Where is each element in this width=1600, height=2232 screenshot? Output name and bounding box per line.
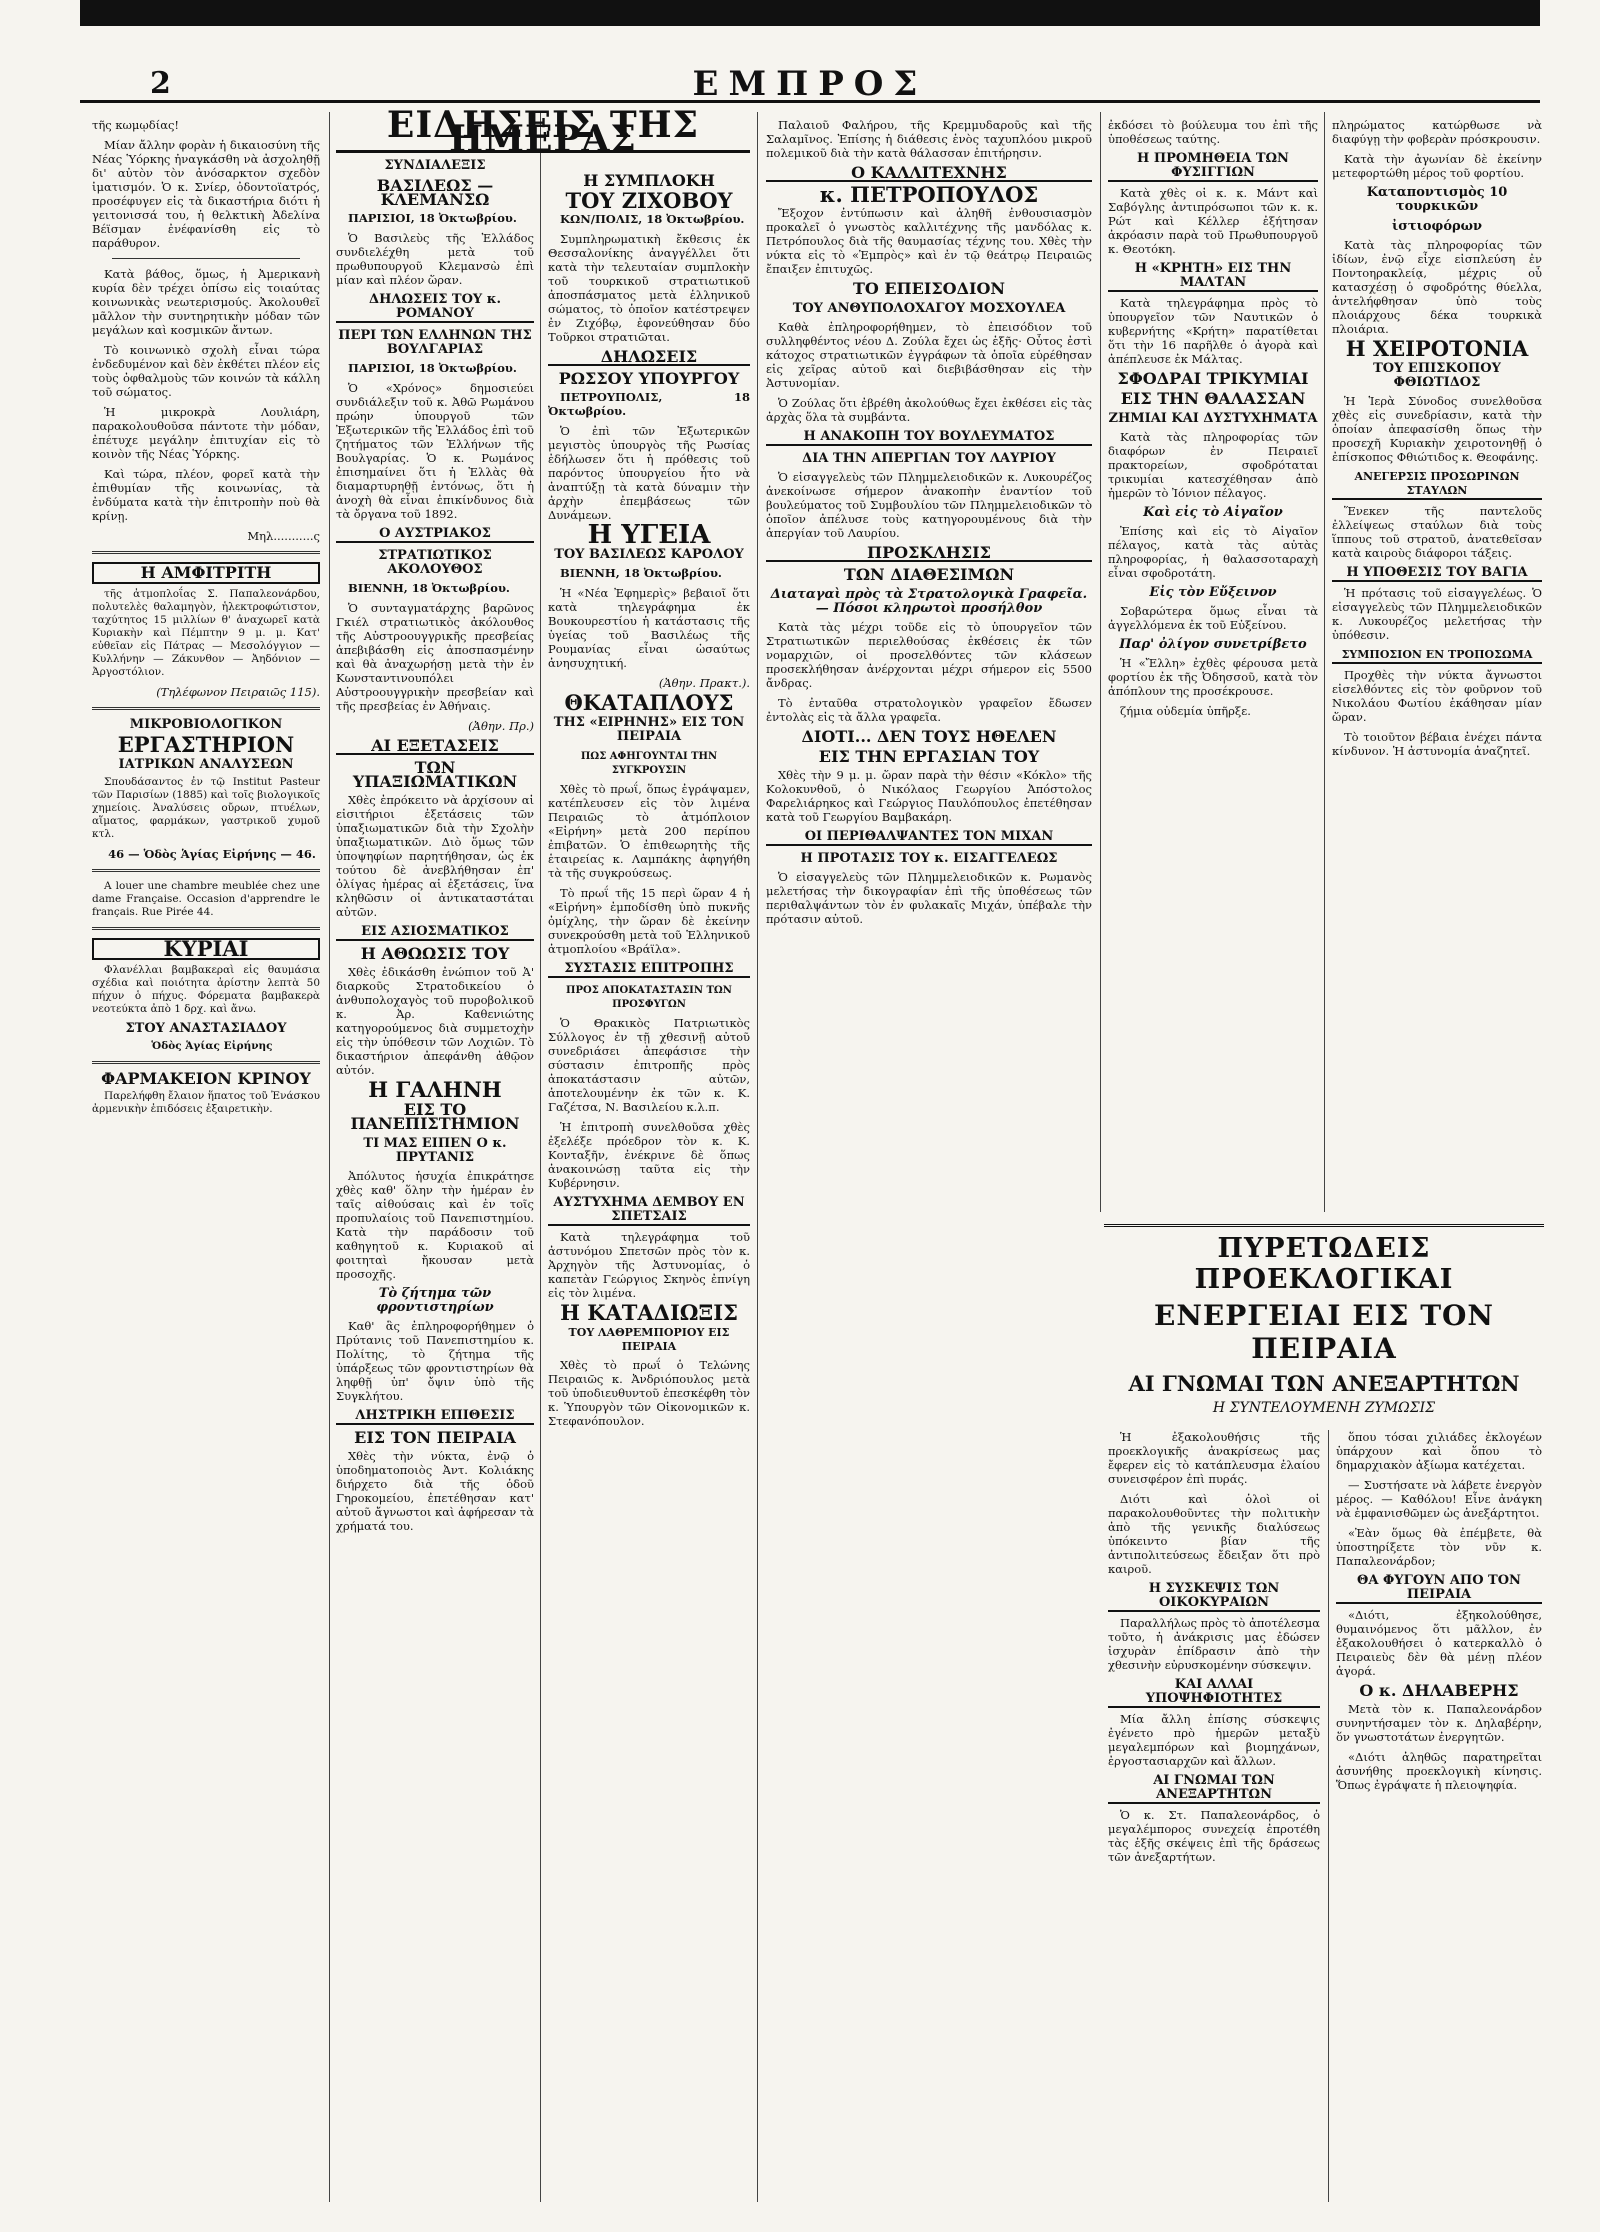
paragraph: — Συστήσατε νὰ λάβετε ἐνεργὸν μέρος. — Καθόλου! Εἶνε ἀνάγκη νὰ ἐμφανισθῶμεν ὡς ἀνεξάρτητοι. <box>1336 1478 1542 1520</box>
subheadline: Τὸ ζήτημα τῶν φροντιστηρίων <box>376 1286 494 1315</box>
paragraph: Ὁ εἰσαγγελεὺς τῶν Πλημμελειοδικῶν κ. Λυκουρέζος ἀνεκοίνωσε σήμερον ἀνακοπὴν ἐναντίον τοῦ βουλεύματος τοῦ Συμβουλίου τῶν Πλημμελειοδικῶν τὸ ὁποῖον ἀπέλυσε τοὺς κατηγορουμένους διὰ τὴν ἀπεργίαν τοῦ Λαυρίου. <box>766 470 1092 540</box>
separator <box>112 258 300 259</box>
headline: ΡΩΣΣΟΥ ΥΠΟΥΡΓΟΥ <box>558 369 740 388</box>
headline: ΔΙΟΤΙ... ΔΕΝ ΤΟΥΣ ΗΘΕΛΕΝ <box>801 727 1057 746</box>
separator <box>92 551 320 554</box>
headline: ΑΝΕΓΕΡΣΙΣ ΠΡΟΣΩΡΙΝΩΝ ΣΤΑΥΛΩΝ <box>1332 470 1542 500</box>
article-title: ΠΥΡΕΤΩΔΕΙΣ ΠΡΟΕΚΛΟΓΙΚΑΙ <box>1194 1233 1454 1295</box>
paragraph: Μία ἄλλη ἐπίσης σύσκεψις ἐγένετο πρὸ ἡμερῶν μεταξὺ μεγαλεμπόρων καὶ βιομηχάνων, ἐργοστασιαρχῶν καὶ ἄλλων. <box>1108 1712 1320 1768</box>
paragraph: Ὁ Θρακικὸς Πατριωτικὸς Σύλλογος ἐν τῇ χθεσινῇ αὐτοῦ συνεδριάσει ἀπεφάσισε τὴν σύστασιν ἐπιτροπῆς πρὸς ἀποκατάστασιν αὐτῶν, ἀποτελουμένην ἐκ τῶν κ. Κ. Γαζέτσα, Ν. Βασιλείου κ.λ.π. <box>548 1016 750 1114</box>
paragraph: Συμπληρωματικὴ ἔκθεσις ἐκ Θεσσαλονίκης ἀναγγέλλει ὅτι κατὰ τὴν τελευταίαν συμπλοκὴν τοῦ τουρκικοῦ στρατιωτικοῦ ἀποσπάσματος μετὰ ἑλληνικοῦ σώματος, τὸ ὁποῖον κατέστρεψεν ἐν Ζιχόβῳ, ἐφονεύθησαν δύο Τοῦρκοι στρατιῶται. <box>548 232 750 344</box>
paragraph: Κατὰ τηλεγράφημα πρὸς τὸ ὑπουργεῖον τῶν Ναυτικῶν ὁ κυβερνήτης «Κρήτη» παρατίθεται ὅτι τὴν 16 παρῆλθε ὁ ἀγορὰ καὶ ἀπέπλευσε ἐκ Μάλτας. <box>1108 296 1318 366</box>
separator <box>92 707 320 710</box>
paragraph: Ὁ εἰσαγγελεὺς τῶν Πλημμελειοδικῶν κ. Ρωμανὸς μελετήσας τὴν δικογραφίαν ἐπὶ τῆς ὑποθέσεως τῶν περιθαλψάντων τὸν ἐν φυλακαῖς Μιχάν, ὑπέβαλε τὴν πρότασιν αὐτοῦ. <box>766 870 1092 926</box>
separator <box>92 927 320 930</box>
subheadline: Διαταγαὶ πρὸς τὰ Στρατολογικὰ Γραφεῖα.— Πόσοι κληρωτοὶ προσήλθον <box>770 587 1088 616</box>
headline: ΕΙΣ ΤΗΝ ΕΡΓΑΣΙΑΝ ΤΟΥ <box>818 747 1040 766</box>
headline: Η ΥΠΟΘΕΣΙΣ ΤΟΥ ΒΑΓΙΑ <box>1332 566 1542 582</box>
headline: ΔΗΛΩΣΕΙΣ ΤΟΥ κ. ΡΟΜΑΝΟΥ <box>336 293 534 323</box>
headline: ΤΩΝ ΔΙΑΘΕΣΙΜΩΝ <box>843 565 1015 584</box>
wide-article-col-2 <box>1336 1430 1542 1798</box>
paragraph: ἐκδόσει τὸ βούλευμα του ἐπὶ τῆς ὑποθέσεως ταύτης. <box>1108 118 1318 146</box>
paragraph: Κατὰ τὴν ἀγωνίαν δὲ ἐκείνην μετεφορτώθη μέρος τοῦ φορτίου. <box>1332 152 1542 180</box>
ad-heading: ΕΡΓΑΣΤΗΡΙΟΝ <box>117 732 295 757</box>
paragraph: Ὁ Ζούλας ὅτι ἐβρέθη ἀκολούθως ἔχει ἐκθέσει εἰς τὰς ἀρχὰς ὅλα τὰ συμβάντα. <box>766 396 1092 424</box>
paragraph: Ἡ «Νέα Ἐφημερὶς» βεβαιοῖ ὅτι κατὰ τηλεγράφημα ἐκ Βουκουρεστίου ἡ κατάστασις τῆς ὑγείας τοῦ Βασιλέως τῆς Ρουμανίας εἶναι ὡσαύτως ἀνησυχητική. <box>548 586 750 670</box>
column-6 <box>1332 118 1542 764</box>
column-rule <box>1100 112 1101 1212</box>
headline: ΣΤΡΑΤΙΩΤΙΚΟΣ ΑΚΟΛΟΥΘΟΣ <box>378 548 492 577</box>
ad-heading: ΙΑΤΡΙΚΩΝ ΑΝΑΛΥΣΕΩΝ <box>118 757 294 772</box>
headline: ΤΟΥ ΑΝΘΥΠΟΛΟΧΑΓΟΥ ΜΟΣΧΟΥΛΕΑ <box>792 301 1066 316</box>
ad-text: Παρελήφθη ἔλαιον ἥπατος τοῦ Ἐνάσκου ἀρμενικὴν ἐπιδόσεις ἐξαιρετικὴν. <box>92 1090 320 1115</box>
headline: ΑΙ ΕΞΕΤΑΣΕΙΣ <box>336 739 534 755</box>
headline: ΣΥΜΠΟΣΙΟΝ ΕΝ ΤΡΟΠΟΣΩΜΑ <box>1332 648 1542 664</box>
column-4 <box>766 118 1092 932</box>
headline: ΤΟΥ ΖΙΧΟΒΟΥ <box>565 188 733 213</box>
headline: Η ΠΡΟΜΗΘΕΙΑ ΤΩΝ ΦΥΣΙΓΓΙΩΝ <box>1108 152 1318 182</box>
separator <box>92 869 320 872</box>
paragraph: Παραλλήλως πρὸς τὸ ἀποτέλεσμα τοῦτο, ἡ ἀνάκρισις μας ἐδώσεν ἰσχυρὰν ἐπίδρασιν ἀπὸ τὴν χθεσινὴν εὐρυσκομένην σύσκεψιν. <box>1108 1616 1320 1672</box>
paragraph: Χθὲς τὴν νύκτα, ἐνῷ ὁ ὑποδηματοποιὸς Ἀντ. Κολιάκης διήρχετο διὰ τῆς ὁδοῦ Γηροκομείου, ἐπετέθησαν κατ' αὐτοῦ ἄγνωστοι καὶ ἀφήρεσαν τὰ χρήματά του. <box>336 1449 534 1533</box>
headline: ΛΗΣΤΡΙΚΗ ΕΠΙΘΕΣΙΣ <box>336 1409 534 1425</box>
headline: Ο ΚΑΛΛΙΤΕΧΝΗΣ <box>766 166 1092 182</box>
paragraph: Τὸ κοινωνικὸ σχολὴ εἶναι τώρα ἐνδεδυμένον καὶ δὲν ἐκθέτει πλέον εἰς τοὺς ὀφθαλμοὺς τῶν κοινών τὰ κάλλη τοῦ σώματος. <box>92 343 320 399</box>
paragraph: Χθὲς ἐπρόκειτο νὰ ἀρχίσουν αἱ εἰσιτήριοι ἐξετάσεις τῶν ὑπαξιωματικῶν διὰ τὴν Σχολὴν ὑπαξιωματικῶν. Διὸ ὅμως τῶν ὑποψηφίων παρητήθησαν, ὡς ἐκ τούτου δὲ ἀνεβλήθησαν ἐπ' ὀλίγας ἡμέρας αἱ ἐξετάσεις, ἵνα κληθῶσιν οἱ ἀντικαταστάται αὐτῶν. <box>336 793 534 919</box>
ad-text: A louer une chambre meublée chez une dame Française. Occasion d'apprendre le français. Rue Pirée 44. <box>92 880 320 918</box>
paragraph: Καθ' ἃς ἐπληροφορήθημεν ὁ Πρύτανις τοῦ Πανεπιστημίου κ. Πολίτης, τὸ ζήτημα τῆς ὑπάρξεως τῶν φροντιστηρίων θὰ ληφθῇ ὑπ' ὄψιν ὑπὸ τῆς Συγκλήτου. <box>336 1319 534 1403</box>
paragraph: Κατὰ τὰς πληροφορίας τῶν ἰδίων, ἐνῷ εἶχε εἰσπλεύση ἐν Ποντοηρακλείᾳ, μέχρις οὗ κατασχέσῃ ὁ σφοδρότης θύελλα, ἀντελήφθησαν ὑπὸ τοὺς πλοιάρχους δέκα τουρκικὰ πλοιάρια. <box>1332 238 1542 336</box>
headline: ΟΙ ΠΕΡΙΘΑΛΨΑΝΤΕΣ ΤΟΝ ΜΙΧΑΝ <box>766 830 1092 846</box>
wide-article-col-1 <box>1108 1430 1320 1870</box>
paragraph: Κατὰ τηλεγράφημα τοῦ ἀστυνόμου Σπετσῶν πρὸς τὸν κ. Ἀρχηγὸν τῆς Ἀστυνομίας, ὁ καπετὰν Γεώργιος Σκηνὸς ἐπνίγη εἰς τὸν λιμένα. <box>548 1230 750 1300</box>
headline: ΕΙΣ ΑΣΙΟΣΜΑΤΙΚΟΣ <box>336 925 534 941</box>
paragraph: Καθὰ ἐπληροφορήθημεν, τὸ ἐπεισόδιον τοῦ συλληφθέντος νέου Δ. Ζούλα ἔχει ὡς ἑξῆς· Οὗτος ἐστὶ κάτοχος στρατιωτικῶν ἐγγράφων τὰ ὁποῖα εὑρέθησαν εἰς χεῖρας αὐτοῦ καὶ διεβιβάσθησαν εἰς τὴν Ἀστυνομίαν. <box>766 320 1092 390</box>
column-rule <box>757 112 758 2202</box>
column-3 <box>548 168 750 1434</box>
paragraph: Ἡ μικροκρὰ Λουλιάρη, παρακολουθοῦσα πάντοτε τὴν μόδαν, ἐπέτυχε μεγάλην ἐπιτυχίαν εἰς τὸ κοινὸν τῆς Νέας Ὑόρκης. <box>92 405 320 461</box>
dateline: ΚΩΝ/ΠΟΛΙΣ, 18 Ὀκτωβρίου. <box>560 212 745 226</box>
ad-address: Ὁδὸς Ἁγίας Εἰρήνης <box>151 1040 273 1052</box>
page-number: 2 <box>150 66 171 101</box>
paragraph: Καὶ τώρα, πλέον, φορεῖ κατὰ τὴν ἐπιθυμίαν τῆς κοινωνίας, τὰ ἐνδύματα κατὰ τὴν ἐπιτροπὴν ποὺ θὰ κρίνῃ. <box>92 467 320 523</box>
ad-text: τῆς ἀτμοπλοΐας Σ. Παπαλεονάρδου, πολυτελὲς θαλαμηγὸν, ἡλεκτροφώτιστον, ταχύτητος 15 μιλλίων θ' ἀναχωρεῖ κατὰ Κυριακὴν καὶ Πέμπτην 9 μ. μ. Κατ' εὐθεῖαν εἰς Πάτρας — Μεσολόγγιον — Κυλλήνην — Ζάκυνθον — Ἀηδόνιον — Ἀργοστόλιον. <box>92 588 320 678</box>
headline: ΤΗΣ «ΕΙΡΗΝΗΣ» ΕΙΣ ΤΟΝ ΠΕΙΡΑΙΑ <box>553 715 745 744</box>
headline: Η ΣΥΜΠΛΟΚΗ <box>583 171 715 190</box>
subheadline: Καὶ εἰς τὸ Αἰγαῖον <box>1143 505 1283 520</box>
paragraph: Διότι καὶ ὁλοὶ οἱ παρακολουθοῦντες τὴν πολιτικὴν ἀπὸ τῆς γενικῆς διαλύσεως ὑπόκειντο βίαν τῆς ἀντιπολιτεύσεως ἔδειξαν ὅτι πρὸ καιροῦ. <box>1108 1492 1320 1576</box>
paragraph: ὅπου τόσαι χιλιάδες ἐκλογέων ὑπάρχουν καὶ ὅπου τὸ δημαρχιακὸν ἀξίωμα κατέχεται. <box>1336 1430 1542 1472</box>
ad-text: Σπουδάσαντος ἐν τῷ Institut Pasteur τῶν Παρισίων (1885) καὶ τοῖς βιολογικοῖς χημείοις. Ἀναλύσεις οὔρων, πτυέλων, αἵματος, φαρμάκων, γαστρικοῦ χυμοῦ κτλ. <box>92 776 320 840</box>
headline: κ. ΠΕΤΡΟΠΟΥΛΟΣ <box>819 182 1039 207</box>
subheadline: Εἰς τὸν Εὔξεινον <box>1149 585 1277 600</box>
paragraph: Μετὰ τὸν κ. Παπαλεονάρδον συνηντήσαμεν τὸν κ. Δηλαβέρην, ὅν γνωστοτάτων ἐνεργητῶν. <box>1336 1702 1542 1744</box>
ad-heading: ΚΥΡΙΑΙ <box>92 938 320 960</box>
paragraph: Σοβαρώτερα ὅμως εἶναι τὰ ἀγγελλόμενα ἐκ τοῦ Εὐξείνου. <box>1108 604 1318 632</box>
paragraph: Ὁ κ. Στ. Παπαλεονάρδος, ὁ μεγαλέμπορος συνεχείᾳ ἐπροτέθη τὰς ἑξῆς σκέψεις ἐπὶ τῆς δράσεως τῶν ἀνεξαρτήτων. <box>1108 1808 1320 1864</box>
paragraph: Χθὲς τὸ πρωΐ ὁ Τελώνης Πειραιῶς κ. Ἀνδριόπουλος μετὰ τοῦ ὑποδιευθυντοῦ ἐπεσκέφθη τὸν κ. Ὑπουργὸν τῶν Οἰκονομικῶν κ. Στεφανόπουλον. <box>548 1358 750 1428</box>
ad-address: 46 — Ὁδὸς Ἁγίας Εἰρήνης — 46. <box>108 847 316 861</box>
separator <box>92 1061 320 1064</box>
paragraph: Χθὲς ἐδικάσθη ἐνώπιον τοῦ Ἀ' διαρκοῦς Στρατοδικείου ὁ ἀνθυπολοχαγὸς τοῦ πυροβολικοῦ κ. Ἀρ. Καθενιώτης κατηγορούμενος διὰ συμμετοχὴν εἰς τὴν ὑπόθεσιν τῶν Λοχιῶν. Τὸ δικαστήριον ἀπεφάνθη ἀθῷον αὐτόν. <box>336 965 534 1077</box>
paragraph: «Ἐὰν ὅμως θὰ ἐπέμβετε, θὰ ὑποστηρίξετε τὸν νῦν κ. Παπαλεονάρδον; <box>1336 1526 1542 1568</box>
subheadline: ΠΩΣ ΑΦΗΓΟΥΝΤΑΙ ΤΗΝ ΣΥΓΚΡΟΥΣΙΝ <box>580 751 718 776</box>
headline: ΤΙ ΜΑΣ ΕΙΠΕΝ Ο κ. ΠΡΥΤΑΝΙΣ <box>363 1136 507 1165</box>
paragraph: Ἔξοχον ἐντύπωσιν καὶ ἀληθῆ ἐνθουσιασμὸν προκαλεῖ ὁ γνωστὸς καλλιτέχνης τῆς μανδόλας κ. Πετρόπουλος διὰ τῆς θαυμασίας τέχνης του. Χθὲς τὴν νύκτα εἰς τὸ «Ἐμπρὸς» καὶ ἐν τῷ θεάτρῳ Πειραιῶς ἔπαιξεν ἐπιτυχῶς. <box>766 206 1092 276</box>
paragraph: Τὸ ἐνταῦθα στρατολογικὸν γραφεῖον ἔδωσεν ἐντολὰς εἰς τὰ ἄλλα γραφεῖα. <box>766 696 1092 724</box>
headline: Η ΣΥΣΚΕΨΙΣ ΤΩΝ ΟΙΚΟΚΥΡΑΙΩΝ <box>1108 1582 1320 1612</box>
headline: ΠΡΟΣ ΑΠΟΚΑΤΑΣΤΑΣΙΝ ΤΩΝ ΠΡΟΣΦΥΓΩΝ <box>566 985 732 1010</box>
paragraph: Χθὲς τὸ πρωΐ, ὅπως ἐγράψαμεν, κατέπλευσεν εἰς τὸν λιμένα Πειραιῶς τὸ ἀτμόπλοιον «Εἰρήνη» μετὰ 200 περίπου ἐπιβατῶν. Ὁ ἐπιθεωρητὴς τῆς ἑταιρείας κ. Λαμπάκης ἀφηγήθη τὰ τῆς συγκρούσεως. <box>548 782 750 880</box>
headline: ΤΟΥ ΒΑΣΙΛΕΩΣ ΚΑΡΟΛΟΥ <box>554 547 744 562</box>
paragraph: Τὸ πρωΐ τῆς 15 περὶ ὥραν 4 ἡ «Εἰρήνη» ἐμποδίσθη ὑπὸ πυκνῆς ὀμίχλης, τὴν ὥραν δὲ ἐκείνην συνεκρούσθη μετὰ τοῦ Ἑλληνικοῦ ἀτμοπλοίου «Βράϊλα». <box>548 886 750 956</box>
headline: ΒΑΣΙΛΕΩΣ — ΚΛΕΜΑΝΣΩ <box>376 176 494 209</box>
headline: ΤΟΥ ΕΠΙΣΚΟΠΟΥ ΦΘΙΩΤΙΔΟΣ <box>1373 361 1501 390</box>
headline: Καταποντισμὸς 10 τουρκικῶν <box>1366 185 1508 214</box>
dateline: ΒΙΕΝΝΗ, 18 Ὀκτωβρίου. <box>348 581 510 595</box>
headline: Η ΚΑΤΑΔΙΩΞΙΣ <box>560 1300 738 1325</box>
wide-article-header <box>1104 1224 1544 1416</box>
headline: ΕΙΣ ΤΗΝ ΘΑΛΑΣΣΑΝ <box>1120 389 1306 408</box>
article-subtitle: Η ΣΥΝΤΕΛΟΥΜΕΝΗ ΖΥΜΩΣΙΣ <box>1212 1400 1436 1416</box>
paragraph: ζήμια οὐδεμία ὑπῆρξε. <box>1120 704 1251 718</box>
ad-source: (Τηλέφωνον Πειραιῶς 115). <box>156 685 320 699</box>
article-title: ΕΝΕΡΓΕΙΑΙ ΕΙΣ ΤΟΝ ΠΕΙΡΑΙΑ <box>1153 1299 1495 1365</box>
headline: ΘΑ ΦΥΓΟΥΝ ΑΠΟ ΤΟΝ ΠΕΙΡΑΙΑ <box>1336 1574 1542 1604</box>
paragraph: Κατὰ χθὲς οἱ κ. κ. Μάντ καὶ Σαβόγλης ἀντιπρόσωποι τῶν κ. κ. Ρώτ καὶ Κέλλερ ἐξήτησαν ἀκρόασιν παρὰ τοῦ Πρωθυπουργοῦ κ. Θεοτόκη. <box>1108 186 1318 256</box>
signature: Μηλ...........ς <box>247 529 320 543</box>
paragraph: Μίαν ἄλλην φορὰν ἡ δικαιοσύνη τῆς Νέας Ὑόρκης ἠναγκάσθη νὰ ἀσχοληθῇ δι' αὐτὸν τὸν ἀνόσαρκτον σχεδὸν ἰματισμόν. Ὁ κ. Σνίερ, ὀδοντοϊατρός, προσέφυγεν εἰς τὰ δικαστήρια διότι ἡ γειτονισσά του, ἡ θελκτικὴ Ἀδελίνα Βέϊσμαν ἐνέφανίσθη εἰς τὸ παράθυρον. <box>92 138 320 250</box>
headline: ἰστιοφόρων <box>1391 219 1483 234</box>
column-rule <box>1324 112 1325 1212</box>
headline: ΘΚΑΤΑΠΛΟΥΣ <box>564 690 734 715</box>
paragraph: Ἡ Ἱερὰ Σύνοδος συνελθοῦσα χθὲς εἰς συνεδρίασιν, κατὰ τὴν ὁποίαν ἀπεφασίσθη ὅπως τὴν προσεχῆ Κυριακὴν χειροτονηθῇ ὁ ἐπίσκοπος Φθιώτιδος κ. Θεοφάνης. <box>1332 394 1542 464</box>
dateline: ΠΑΡΙΣΙΟΙ, 18 Ὀκτωβρίου. <box>348 211 517 225</box>
headline: ΔΙΑ ΤΗΝ ΑΠΕΡΓΙΑΝ ΤΟΥ ΛΑΥΡΙΟΥ <box>802 451 1056 466</box>
source: (Ἀθην. Πρ.) <box>468 719 534 733</box>
headline: ΠΕΡΙ ΤΩΝ ΕΛΛΗΝΩΝ ΤΗΣ ΒΟΥΛΓΑΡΙΑΣ <box>338 328 532 357</box>
headline: Η ΥΓΕΙΑ <box>587 520 711 550</box>
column-rule <box>329 112 330 2202</box>
masthead <box>80 64 1540 103</box>
headline: ΤΟ ΕΠΕΙΣΟΔΙΟΝ <box>852 279 1006 298</box>
headline: ΚΑΙ ΑΛΛΑΙ ΥΠΟΨΗΦΙΟΤΗΤΕΣ <box>1108 1678 1320 1708</box>
column-1 <box>92 118 320 1122</box>
headline: ΑΙ ΓΝΩΜΑΙ ΤΩΝ ΑΝΕΞΑΡΤΗΤΩΝ <box>1108 1774 1320 1804</box>
headline: ΣΥΝΔΙΑΛΕΞΙΣ <box>384 158 486 173</box>
paragraph: Κατὰ βάθος, ὅμως, ἡ Ἀμερικανὴ κυρία δὲν τρέχει ὀπίσω εἰς τοιαύτας κοινωνικὰς νεωτερισμούς. Ἀκολουθεῖ μᾶλλον τὴν συντηρητικὴν μόδαν τῶν μεγάλων καὶ κοσμικῶν ἄντων. <box>92 267 320 337</box>
headline: ΣΦΟΔΡΑΙ ΤΡΙΚΥΜΙΑΙ <box>1117 369 1309 388</box>
paragraph: Κατὰ τὰς μέχρι τοῦδε εἰς τὸ ὑπουργεῖον τῶν Στρατιωτικῶν περιελθούσας ἐκθέσεις ἐκ τῶν νομαρχιῶν, οἱ προσελθόντες τῶν κλάσεων προσεκλήθησαν ἀνέρχονται μέχρι σήμερον εἰς 5500 ἄνδρας. <box>766 620 1092 690</box>
headline: Η «ΚΡΗΤΗ» ΕΙΣ ΤΗΝ ΜΑΛΤΑΝ <box>1108 262 1318 292</box>
ad-heading: ΣΤΟΥ ΑΝΑΣΤΑΣΙΑΔΟΥ <box>125 1021 287 1036</box>
paragraph: Ἡ «Ἔλλη» ἐχθὲς φέρουσα μετὰ φορτίου ἐκ τῆς Ὀδησσοῦ, κατὰ τὸν ἀπόπλουν της προσέκρουσε. <box>1108 656 1318 698</box>
headline: ΠΡΟΣΚΛΗΣΙΣ <box>766 546 1092 562</box>
paragraph: Ἕνεκεν τῆς παντελοῦς ἐλλείψεως σταύλων διὰ τοὺς ἵππους τοῦ στρατοῦ, ἀνατεθεῖσαν κατὰ καιροὺς διάφοροι τάξεις. <box>1332 504 1542 560</box>
top-black-bar <box>80 0 1540 26</box>
paragraph: Τὸ τοιοῦτον βέβαια ἐνέχει πάντα κίνδυνον. Ἡ ἀστυνομία ἀναζητεῖ. <box>1332 730 1542 758</box>
column-rule <box>1328 1430 1329 2202</box>
paragraph: Ἡ πρότασις τοῦ εἰσαγγελέως. Ὁ εἰσαγγελεὺς τῶν Πλημμελειοδικῶν κ. Λυκουρέζος μελετήσας τὴν ὑπόθεσιν. <box>1332 586 1542 642</box>
paragraph: Ὁ Βασιλεὺς τῆς Ἑλλάδος συνδιελέχθη μετὰ τοῦ πρωθυπουργοῦ Κλεμανσὼ ἐπὶ μίαν καὶ πλέον ὥραν. <box>336 231 534 287</box>
ad-heading: Η ΑΜΦΙΤΡΙΤΗ <box>92 562 320 584</box>
article-subtitle: ΑΙ ΓΝΩΜΑΙ ΤΩΝ ΑΝΕΞΑΡΤΗΤΩΝ <box>1128 1371 1520 1396</box>
headline: ΔΗΛΩΣΕΙΣ <box>548 350 750 366</box>
paragraph: Ὁ ἐπὶ τῶν Ἐξωτερικῶν μεγιστὸς ὑπουργὸς τῆς Ρωσίας ἐδήλωσεν ὅτι ἡ πρόθεσις τοῦ παρόντος ὑπουργείου ἦτο νὰ ἀναπτύξῃ τὰ κατὰ δύναμιν τὴν ἀρχὴν ἐπεμβάσεως τῶν Δυνάμεων. <box>548 424 750 522</box>
headline: Ο ΑΥΣΤΡΙΑΚΟΣ <box>336 527 534 543</box>
paragraph: «Διότι, ἐξηκολούθησε, θυμαινόμενος ὅτι μᾶλλον, ἐν ἐξακολουθήσει ὁ κατερκαλλὸ ὁ Πειραιεὺς δὲν θὰ μένῃ πλέον ἀγορά. <box>1336 1608 1542 1678</box>
ad-heading: ΦΑΡΜΑΚΕΙΟΝ ΚΡΙΝΟΥ <box>101 1069 311 1088</box>
paragraph: Ὁ συνταγματάρχης βαρῶνος Γκιέλ στρατιωτικὸς ἀκόλουθος τῆς Αὐστροουγγρικῆς πρεσβείας ἀπεβιβάσθη εἰς ἀποσπασμένην καὶ θὰ ἀναχωρήσῃ μετὰ τὴν ἐν Κωνσταντινουπόλει Αὐστροουγγρικὴν πρεσβείαν καὶ τῆς πρεσβείας ἐν Ἀθήναις. <box>336 601 534 713</box>
paper-title: ΕΜΠΡΟΣ <box>692 64 928 104</box>
paragraph: Χθὲς τὴν 9 μ. μ. ὥραν παρὰ τὴν θέσιν «Κόκλο» τῆς Κολοκυνθοῦ, ὁ Νικόλαος Γεωργίου Ἀπόστολος Φαρελιάρηκος καὶ Γεώργιος Παυλόπουλος ἐπετέθησαν κατὰ τοῦ Γεωργίου Βαμβακάρη. <box>766 768 1092 824</box>
headline: ΕΙΣ ΤΟΝ ΠΕΙΡΑΙΑ <box>354 1428 516 1447</box>
headline: Ο κ. ΔΗΛΑΒΕΡΗΣ <box>1359 1681 1519 1700</box>
headline: ΤΟΥ ΛΑΘΡΕΜΠΟΡΙΟΥ ΕΙΣ ΠΕΙΡΑΙΑ <box>568 1326 730 1353</box>
paragraph: Κατὰ τὰς πληροφορίας τῶν διαφόρων ἐν Πειραιεῖ πρακτορείων, σφοδρόταται τρικυμίαι κατεσχέθησαν ἀπὸ ἡμερῶν τὸ Ἰόνιον πέλαγος. <box>1108 430 1318 500</box>
paragraph: Ἀπόλυτος ἡσυχία ἐπικράτησε χθὲς καθ' ὅλην τὴν ἡμέραν ἐν ταῖς αἰθούσαις καὶ ἐν τοῖς προπυλαίοις τοῦ Πανεπιστημίου. Κατὰ τὴν παράδοσιν τοῦ καθηγητοῦ κ. Κυριακοῦ αἱ φοιτηταὶ ἤκουσαν μετὰ προσοχῆς. <box>336 1169 534 1281</box>
headline: ΑΥΣΤΥΧΗΜΑ ΔΕΜΒΟΥ ΕΝ ΣΠΕΤΣΑΙΣ <box>548 1196 750 1226</box>
text: τῆς κωμῳδίας! <box>92 118 180 132</box>
paragraph: Ἡ ἐπιτροπὴ συνελθοῦσα χθὲς ἐξελέξε πρόεδρον τὸν κ. Κ. Κονταξῆν, ἐνέκρινε δὲ ὅπως ἀνακοινώσῃ ταῦτα εἰς τὴν Κυβέρνησιν. <box>548 1120 750 1190</box>
section-banner: ΕΙΔΗΣΕΙΣ ΤΗΣ ΗΜΕΡΑΣ <box>336 118 750 153</box>
headline: ΖΗΜΙΑΙ ΚΑΙ ΔΥΣΤΥΧΗΜΑΤΑ <box>1108 411 1318 426</box>
headline: Η ΧΕΙΡΟΤΟΝΙΑ <box>1345 336 1529 361</box>
source: (Ἀθην. Πρακτ.). <box>658 676 750 690</box>
paragraph: Ἐπίσης καὶ εἰς τὸ Αἰγαῖον πέλαγος, κατὰ τὰς αὐτὰς πληροφορίας, ἡ θαλασσοταραχὴ εἶναι σφοδροτάτη. <box>1108 524 1318 580</box>
paragraph: Ἡ ἐξακολουθήσις τῆς προεκλογικῆς ἀνακρίσεως μας ἔφερεν εἰς τὸ κατάπλευσμα ἐλαίου συνεισφέρον ἐπὶ πυράς. <box>1108 1430 1320 1486</box>
paragraph: Προχθὲς τὴν νύκτα ἄγνωστοι εἰσελθόντες εἰς τὸν φοῦρνον τοῦ Νικολάου Φωτίου ἐκάθησαν μίαν ὥραν. <box>1332 668 1542 724</box>
headline: ΕΙΣ ΤΟ ΠΑΝΕΠΙΣΤΗΜΙΟΝ <box>350 1100 520 1133</box>
headline: ΤΩΝ ΥΠΑΞΙΩΜΑΤΙΚΩΝ <box>352 758 518 791</box>
headline: Η ΑΝΑΚΟΠΗ ΤΟΥ ΒΟΥΛΕΥΜΑΤΟΣ <box>766 430 1092 446</box>
dateline: ΒΙΕΝΝΗ, 18 Ὀκτωβρίου. <box>560 566 722 580</box>
headline: ΣΥΣΤΑΣΙΣ ΕΠΙΤΡΟΠΗΣ <box>548 962 750 978</box>
column-rule <box>540 112 541 2202</box>
paragraph: Ὁ «Χρόνος» δημοσιεύει συνδιάλεξιν τοῦ κ. Ἀθῶ Ρωμάνου πρώην ὑπουργοῦ τῶν Ἐξωτερικῶν τῆς Ἑλλάδος ἐπὶ τοῦ ζητήματος τῶν Ἑλλήνων τῆς Βουλγαρίας. Ὁ κ. Ρωμάνος ἐπισημαίνει ὅτι ἡ Ἑλλὰς θὰ διαμαρτυρηθῇ ἐντόνως, ὅτι ἡ ἀνοχὴ θὰ εἶναι ἐπικίνδυνος διὰ τὰ ὄργανα τοῦ 1892. <box>336 381 534 521</box>
headline: Η ΑΘΩΩΣΙΣ ΤΟΥ <box>360 944 510 963</box>
headline: Η ΠΡΟΤΑΣΙΣ ΤΟΥ κ. ΕΙΣΑΓΓΕΛΕΩΣ <box>800 851 1058 866</box>
dateline: ΠΕΤΡΟΥΠΟΛΙΣ, 18 Ὀκτωβρίου. <box>548 390 750 418</box>
ad-heading: ΜΙΚΡΟΒΙΟΛΟΓΙΚΟΝ <box>129 717 283 732</box>
ad-text: Φλανέλλαι βαμβακεραὶ εἰς θαυμάσια σχέδια καὶ ποιότητα ἀρίστην λεπτὰ 50 πήχυν ὁ πήχυς. Φόρεματα βαμβακερὰ νεοτεύκτα ἀπὸ 1 δρχ. καὶ ἄνω. <box>92 964 320 1015</box>
column-5 <box>1108 118 1318 724</box>
subheadline: Παρ' ὀλίγον συνετρίβετο <box>1119 637 1307 652</box>
paragraph: «Διότι ἀληθῶς παρατηρεῖται ἀσυνήθης προεκλογικὴ κίνησις. Ὅπως ἐγράψατε ἡ πλειοψηφία. <box>1336 1750 1542 1792</box>
paragraph: Παλαιοῦ Φαλήρου, τῆς Κρεμμυδαροῦς καὶ τῆς Σαλαμῖνος. Ἐπίσης ἡ διάθεσις ἑνὸς ταχυπλόου μικροῦ πολεμικοῦ διὰ τὴν κατὰ θάλασσαν ἐπιτήρησιν. <box>766 118 1092 160</box>
dateline: ΠΑΡΙΣΙΟΙ, 18 Ὀκτωβρίου. <box>348 361 517 375</box>
paragraph: πληρώματος κατώρθωσε νὰ διαφύγῃ τὴν φοβερὰν πρόσκρουσιν. <box>1332 118 1542 146</box>
headline: Η ΓΑΛΗΝΗ <box>368 1077 502 1102</box>
